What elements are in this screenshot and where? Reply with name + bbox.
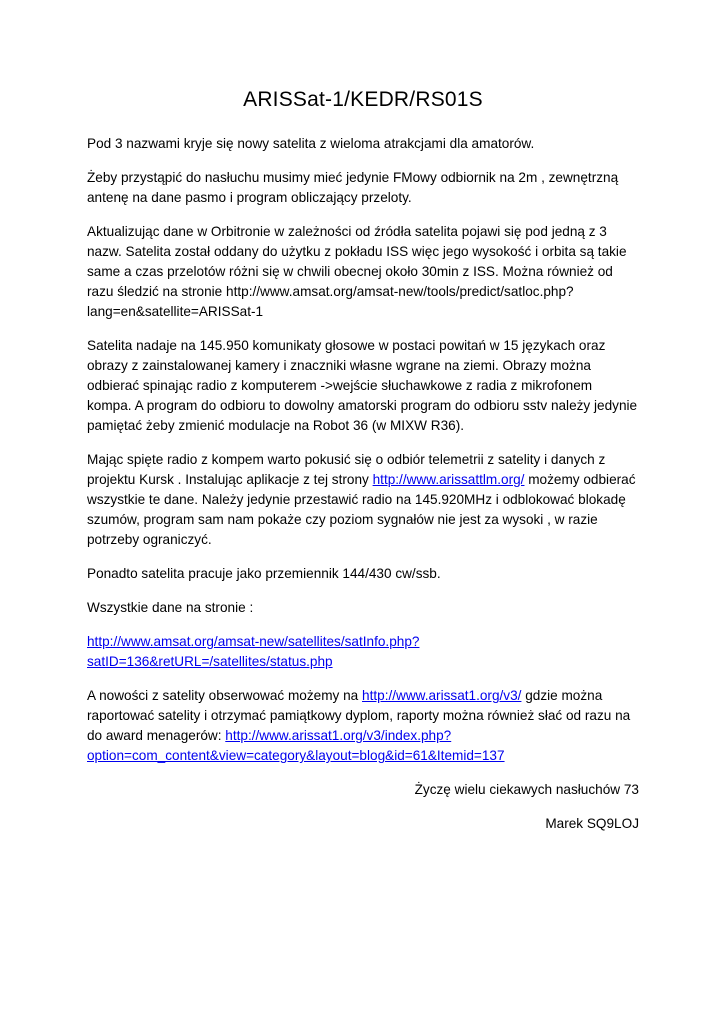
paragraph-telemetry-text-after: możemy odbierać wszystkie te dane. Należy jedynie przestawić radio na 145.920MHz i odblokować blokadę szumów, program sam nam pokaże czy poziom sygnałów nie jest za wysoki , w razie potrzeby ograniczyć. bbox=[87, 472, 636, 547]
paragraph-amsat-link bbox=[87, 632, 639, 672]
document-page bbox=[87, 88, 639, 848]
paragraph-all-data: Wszystkie dane na stronie : bbox=[87, 600, 254, 615]
closing-wishes: Życzę wielu ciekawych nasłuchów 73 bbox=[414, 782, 639, 797]
paragraph-news-text-middle: gdzie można raportować satelity i otrzymać pamiątkowy dyplom, raporty można również słać od razu na do award menagerów: bbox=[87, 688, 631, 743]
paragraph-orbitron-text: Aktualizując dane w Orbitronie w zależności od źródła satelita pojawi się pod jedną z 3 nazw. Satelita został oddany do użytku z pokładu ISS więc jego wysokość i orbita są takie same a czas przelotów różni się w chwili obecnej około 30min z ISS. Można również od razu śledzić na stronie bbox=[87, 224, 627, 299]
paragraph-repeater: Ponadto satelita pracuje jako przemiennik 144/430 cw/ssb. bbox=[87, 566, 441, 581]
arissattlm-link[interactable]: http://www.arissattlm.org/ bbox=[372, 472, 525, 487]
paragraph-telemetry bbox=[87, 450, 639, 550]
paragraph-receiver: Żeby przystąpić do nasłuchu musimy mieć jedynie FMowy odbiornik na 2m , zewnętrzną antenę na dane pasmo i program obliczający przeloty. bbox=[87, 170, 619, 205]
paragraph-transmission: Satelita nadaje na 145.950 komunikaty głosowe w postaci powitań w 15 językach oraz obrazy z zainstalowanej kamery i znaczniki własne wgrane na ziemi. Obrazy można odbierać spinając radio z komputerem ->wejście słuchawkowe z radia z mikrofonem kompa. A program do odbioru to dowolny amatorski program do odbioru sstv należy jedynie pamiętać żeby zmienić modulacje na Robot 36 (w MIXW R36). bbox=[87, 338, 638, 433]
document-title: ARISSat-1/KEDR/RS01S bbox=[243, 88, 483, 111]
amsat-satinfo-link[interactable]: http://www.amsat.org/amsat-new/satellites/satInfo.php?satID=136&retURL=/satellites/status.php bbox=[87, 634, 420, 669]
paragraph-news bbox=[87, 686, 639, 766]
arissat1-award-link[interactable]: http://www.arissat1.org/v3/index.php?option=com_content&view=category&layout=blog&id=61&Itemid=137 bbox=[87, 728, 505, 763]
signature: Marek SQ9LOJ bbox=[545, 816, 639, 831]
paragraph-telemetry-text-before: Mając spięte radio z kompem warto pokusić się o odbiór telemetrii z satelity i danych z projektu Kursk . Instalując aplikacje z tej strony bbox=[87, 452, 606, 487]
arissat1-v3-link[interactable]: http://www.arissat1.org/v3/ bbox=[362, 688, 522, 703]
paragraph-intro: Pod 3 nazwami kryje się nowy satelita z wieloma atrakcjami dla amatorów. bbox=[87, 136, 535, 151]
satloc-url-text: http://www.amsat.org/amsat-new/tools/predict/satloc.php?lang=en&satellite=ARISSat-1 bbox=[87, 284, 574, 319]
paragraph-news-text-before: A nowości z satelity obserwować możemy na bbox=[87, 688, 363, 703]
paragraph-orbitron bbox=[87, 222, 639, 322]
